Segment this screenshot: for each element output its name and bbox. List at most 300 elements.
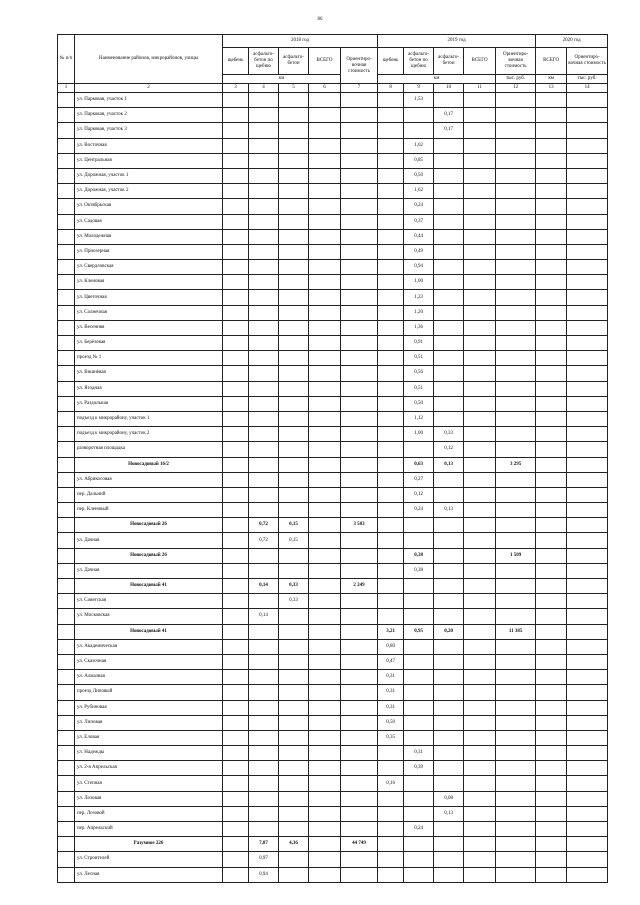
value-cell — [309, 411, 341, 426]
value-cell — [341, 93, 378, 108]
value-cell — [378, 442, 404, 457]
value-cell — [279, 381, 309, 396]
column-number: 9 — [404, 84, 434, 93]
value-cell — [464, 336, 496, 351]
header-km-2019: км — [378, 75, 496, 84]
value-cell — [223, 184, 249, 199]
value-cell — [341, 336, 378, 351]
value-cell — [567, 700, 608, 715]
value-cell — [279, 260, 309, 275]
header-vsego-2019: ВСЕГО — [464, 48, 496, 75]
value-cell — [536, 639, 567, 654]
value-cell — [223, 715, 249, 730]
value-cell — [249, 214, 279, 229]
value-cell: 1,12 — [404, 411, 434, 426]
value-cell — [536, 579, 567, 594]
value-cell — [223, 199, 249, 214]
value-cell: 1,00 — [404, 427, 434, 442]
value-cell — [279, 639, 309, 654]
value-cell — [567, 123, 608, 138]
value-cell — [309, 108, 341, 123]
value-cell — [223, 639, 249, 654]
value-cell — [249, 351, 279, 366]
row-number-cell — [58, 837, 75, 852]
value-cell — [536, 791, 567, 806]
column-number: 4 — [249, 84, 279, 93]
value-cell — [464, 290, 496, 305]
value-cell: 0,12 — [404, 487, 434, 502]
value-cell — [434, 275, 464, 290]
row-name: ул. Лозовая — [75, 791, 223, 806]
table-row — [58, 442, 608, 457]
value-cell: 0,91 — [404, 336, 434, 351]
row-name: Новосадовый 41 — [75, 579, 223, 594]
value-cell — [496, 411, 536, 426]
value-cell — [223, 579, 249, 594]
value-cell — [249, 199, 279, 214]
value-cell — [434, 867, 464, 882]
value-cell — [536, 594, 567, 609]
value-cell — [279, 852, 309, 867]
value-cell — [341, 548, 378, 563]
value-cell — [223, 761, 249, 776]
value-cell — [341, 229, 378, 244]
value-cell — [464, 168, 496, 183]
value-cell — [434, 336, 464, 351]
value-cell — [223, 93, 249, 108]
row-name: ул. Раздольная — [75, 396, 223, 411]
value-cell — [434, 472, 464, 487]
value-cell — [279, 715, 309, 730]
value-cell — [536, 837, 567, 852]
row-number-cell — [58, 579, 75, 594]
row-name: ул. 2-я Апрельская — [75, 761, 223, 776]
value-cell — [341, 624, 378, 639]
value-cell — [341, 320, 378, 335]
row-name: ул. Парковая, участок 3 — [75, 123, 223, 138]
value-cell — [341, 503, 378, 518]
value-cell — [223, 427, 249, 442]
value-cell — [434, 518, 464, 533]
value-cell — [434, 138, 464, 153]
value-cell: 0,63 — [404, 457, 434, 472]
value-cell — [464, 396, 496, 411]
value-cell — [223, 730, 249, 745]
value-cell — [378, 746, 404, 761]
column-number: 14 — [567, 84, 608, 93]
section-row — [58, 579, 608, 594]
value-cell — [223, 487, 249, 502]
value-cell — [567, 837, 608, 852]
value-cell: 0,16 — [378, 776, 404, 791]
value-cell — [223, 867, 249, 882]
value-cell — [341, 427, 378, 442]
value-cell — [464, 275, 496, 290]
column-number: 6 — [309, 84, 341, 93]
value-cell — [464, 351, 496, 366]
value-cell: 0,50 — [378, 715, 404, 730]
row-name: ул. Молодежная — [75, 229, 223, 244]
value-cell: 0,47 — [378, 654, 404, 669]
value-cell — [249, 503, 279, 518]
value-cell — [223, 336, 249, 351]
value-cell — [567, 229, 608, 244]
value-cell — [496, 260, 536, 275]
row-name: пер. Дальний — [75, 487, 223, 502]
row-name: ул. Берёзовая — [75, 336, 223, 351]
value-cell — [341, 639, 378, 654]
value-cell — [464, 776, 496, 791]
value-cell — [536, 746, 567, 761]
value-cell — [567, 761, 608, 776]
value-cell — [223, 229, 249, 244]
value-cell — [309, 685, 341, 700]
value-cell — [309, 746, 341, 761]
table-row — [58, 336, 608, 351]
value-cell — [249, 670, 279, 685]
header-cost-2018: Ориентиро-вочная стоимость — [341, 48, 378, 84]
value-cell — [536, 806, 567, 821]
value-cell — [279, 93, 309, 108]
value-cell — [536, 199, 567, 214]
value-cell — [378, 518, 404, 533]
table-row — [58, 275, 608, 290]
row-number-cell — [58, 806, 75, 821]
value-cell — [464, 503, 496, 518]
value-cell — [378, 457, 404, 472]
value-cell — [279, 351, 309, 366]
value-cell — [341, 806, 378, 821]
value-cell — [434, 670, 464, 685]
row-number-cell — [58, 153, 75, 168]
value-cell — [496, 563, 536, 578]
value-cell — [567, 305, 608, 320]
value-cell — [309, 761, 341, 776]
section-row — [58, 624, 608, 639]
header-year-2020: 2020 год — [536, 35, 608, 48]
value-cell — [378, 411, 404, 426]
row-name: ул. Цветочная — [75, 290, 223, 305]
value-cell — [223, 503, 249, 518]
value-cell — [496, 153, 536, 168]
value-cell: 0,15 — [279, 518, 309, 533]
row-number-cell — [58, 503, 75, 518]
row-number-cell — [58, 427, 75, 442]
value-cell — [309, 670, 341, 685]
value-cell — [496, 609, 536, 624]
value-cell — [378, 579, 404, 594]
value-cell — [567, 867, 608, 882]
table-row — [58, 533, 608, 548]
value-cell — [378, 852, 404, 867]
value-cell — [309, 487, 341, 502]
value-cell: 0,35 — [378, 730, 404, 745]
value-cell — [309, 427, 341, 442]
value-cell — [464, 108, 496, 123]
value-cell — [378, 290, 404, 305]
value-cell: 0,31 — [378, 700, 404, 715]
value-cell: 0,13 — [434, 457, 464, 472]
value-cell — [464, 244, 496, 259]
value-cell — [536, 548, 567, 563]
header-km-2020: км — [536, 75, 567, 84]
value-cell — [496, 791, 536, 806]
value-cell — [378, 563, 404, 578]
value-cell — [536, 153, 567, 168]
value-cell: 1,20 — [404, 305, 434, 320]
section-row — [58, 457, 608, 472]
value-cell — [434, 776, 464, 791]
column-number: 5 — [279, 84, 309, 93]
header-asf-2019: асфальто-бетон — [434, 48, 464, 75]
value-cell — [249, 229, 279, 244]
table-row — [58, 700, 608, 715]
value-cell — [496, 229, 536, 244]
value-cell — [464, 305, 496, 320]
value-cell — [464, 487, 496, 502]
value-cell — [536, 503, 567, 518]
value-cell — [378, 533, 404, 548]
value-cell — [496, 244, 536, 259]
value-cell — [249, 305, 279, 320]
value-cell — [309, 548, 341, 563]
value-cell: 0,95 — [404, 624, 434, 639]
row-number-cell — [58, 761, 75, 776]
value-cell — [536, 138, 567, 153]
value-cell — [341, 791, 378, 806]
value-cell — [378, 548, 404, 563]
value-cell — [567, 746, 608, 761]
value-cell — [496, 670, 536, 685]
value-cell — [567, 427, 608, 442]
value-cell — [496, 123, 536, 138]
value-cell: 0,14 — [249, 579, 279, 594]
value-cell — [434, 168, 464, 183]
value-cell — [249, 700, 279, 715]
value-cell — [567, 670, 608, 685]
table-row — [58, 472, 608, 487]
row-number-cell — [58, 411, 75, 426]
value-cell — [536, 852, 567, 867]
value-cell — [341, 487, 378, 502]
value-cell: 0,85 — [404, 153, 434, 168]
table-row — [58, 730, 608, 745]
header-year-2018: 2018 год — [223, 35, 378, 48]
value-cell — [567, 776, 608, 791]
header-sheben-2019: щебень — [378, 48, 404, 75]
value-cell — [249, 761, 279, 776]
section-row — [58, 548, 608, 563]
value-cell — [404, 685, 434, 700]
value-cell — [496, 336, 536, 351]
value-cell — [536, 624, 567, 639]
value-cell — [434, 685, 464, 700]
value-cell: 0,33 — [279, 594, 309, 609]
value-cell — [223, 320, 249, 335]
row-name: пер. Апрельский — [75, 822, 223, 837]
value-cell — [496, 487, 536, 502]
value-cell — [536, 518, 567, 533]
value-cell — [223, 411, 249, 426]
value-cell — [341, 472, 378, 487]
value-cell — [536, 336, 567, 351]
value-cell — [223, 776, 249, 791]
value-cell — [496, 730, 536, 745]
value-cell — [536, 609, 567, 624]
header-asf-po-shebnu-2019: асфальто-бетон по щебню — [404, 48, 434, 75]
value-cell — [536, 305, 567, 320]
value-cell — [496, 594, 536, 609]
value-cell — [496, 214, 536, 229]
value-cell — [464, 533, 496, 548]
value-cell — [464, 685, 496, 700]
row-number-cell — [58, 442, 75, 457]
row-number-cell — [58, 563, 75, 578]
value-cell — [536, 381, 567, 396]
value-cell — [249, 320, 279, 335]
value-cell — [223, 138, 249, 153]
value-cell: 0,51 — [404, 381, 434, 396]
row-number-cell — [58, 852, 75, 867]
value-cell — [249, 563, 279, 578]
value-cell — [567, 199, 608, 214]
value-cell — [279, 822, 309, 837]
value-cell — [434, 411, 464, 426]
row-name: ул. Рубиновая — [75, 700, 223, 715]
value-cell — [496, 685, 536, 700]
row-number-cell — [58, 457, 75, 472]
value-cell — [464, 609, 496, 624]
value-cell — [536, 275, 567, 290]
header-cost-2020: Ориентиро-вочная стоимость — [567, 48, 608, 75]
row-number-cell — [58, 867, 75, 882]
value-cell — [434, 487, 464, 502]
value-cell — [496, 199, 536, 214]
value-cell — [309, 837, 341, 852]
value-cell — [309, 654, 341, 669]
value-cell — [378, 184, 404, 199]
value-cell — [567, 624, 608, 639]
table-row — [58, 168, 608, 183]
row-number-cell — [58, 624, 75, 639]
value-cell — [536, 700, 567, 715]
value-cell — [223, 654, 249, 669]
value-cell — [223, 457, 249, 472]
value-cell — [378, 229, 404, 244]
table-row — [58, 639, 608, 654]
table-row — [58, 427, 608, 442]
value-cell — [404, 108, 434, 123]
value-cell — [496, 822, 536, 837]
value-cell — [464, 837, 496, 852]
value-cell — [309, 305, 341, 320]
value-cell — [496, 290, 536, 305]
table-row — [58, 153, 608, 168]
table-row — [58, 381, 608, 396]
value-cell — [279, 153, 309, 168]
header-rub-2020: тыс. руб. — [567, 75, 608, 84]
value-cell — [279, 305, 309, 320]
value-cell — [309, 594, 341, 609]
value-cell — [309, 351, 341, 366]
value-cell — [309, 229, 341, 244]
value-cell — [341, 457, 378, 472]
value-cell — [567, 320, 608, 335]
value-cell — [249, 776, 279, 791]
value-cell — [567, 852, 608, 867]
value-cell — [309, 609, 341, 624]
value-cell — [536, 427, 567, 442]
table-row — [58, 503, 608, 518]
value-cell: 0,15 — [279, 533, 309, 548]
value-cell — [341, 214, 378, 229]
header-asf-po-shebnu-2018: асфальто-бетон по щебню — [249, 48, 279, 75]
row-number-cell — [58, 275, 75, 290]
value-cell — [496, 351, 536, 366]
value-cell — [309, 366, 341, 381]
row-name: ул. Октябрьская — [75, 199, 223, 214]
value-cell — [464, 852, 496, 867]
value-cell — [567, 381, 608, 396]
table-row — [58, 594, 608, 609]
value-cell — [309, 184, 341, 199]
value-cell — [378, 822, 404, 837]
value-cell — [434, 244, 464, 259]
row-number-cell — [58, 472, 75, 487]
row-number-cell — [58, 214, 75, 229]
value-cell — [223, 518, 249, 533]
row-name: ул. Солнечная — [75, 305, 223, 320]
value-cell — [404, 442, 434, 457]
value-cell — [404, 654, 434, 669]
value-cell — [496, 654, 536, 669]
page-number: 86 — [317, 17, 323, 22]
value-cell: 3 295 — [496, 457, 536, 472]
value-cell — [567, 548, 608, 563]
row-number-cell — [58, 199, 75, 214]
value-cell — [434, 654, 464, 669]
value-cell — [223, 670, 249, 685]
row-number-cell — [58, 594, 75, 609]
table-row — [58, 320, 608, 335]
value-cell — [404, 533, 434, 548]
value-cell — [279, 472, 309, 487]
value-cell — [536, 867, 567, 882]
row-number-cell — [58, 93, 75, 108]
value-cell — [341, 867, 378, 882]
value-cell: 4,36 — [279, 837, 309, 852]
value-cell — [496, 442, 536, 457]
value-cell — [404, 776, 434, 791]
value-cell — [567, 260, 608, 275]
value-cell — [378, 867, 404, 882]
value-cell — [249, 93, 279, 108]
table-row — [58, 867, 608, 882]
value-cell: 0,33 — [279, 579, 309, 594]
value-cell — [496, 93, 536, 108]
value-cell — [404, 579, 434, 594]
row-name: ул. Надежды — [75, 746, 223, 761]
value-cell — [378, 351, 404, 366]
value-cell — [309, 442, 341, 457]
value-cell — [434, 822, 464, 837]
value-cell — [404, 791, 434, 806]
value-cell — [464, 427, 496, 442]
table-row — [58, 366, 608, 381]
value-cell — [536, 563, 567, 578]
value-cell — [223, 791, 249, 806]
header-cost-2019: Ориентиро-вочная стоимость — [496, 48, 536, 75]
